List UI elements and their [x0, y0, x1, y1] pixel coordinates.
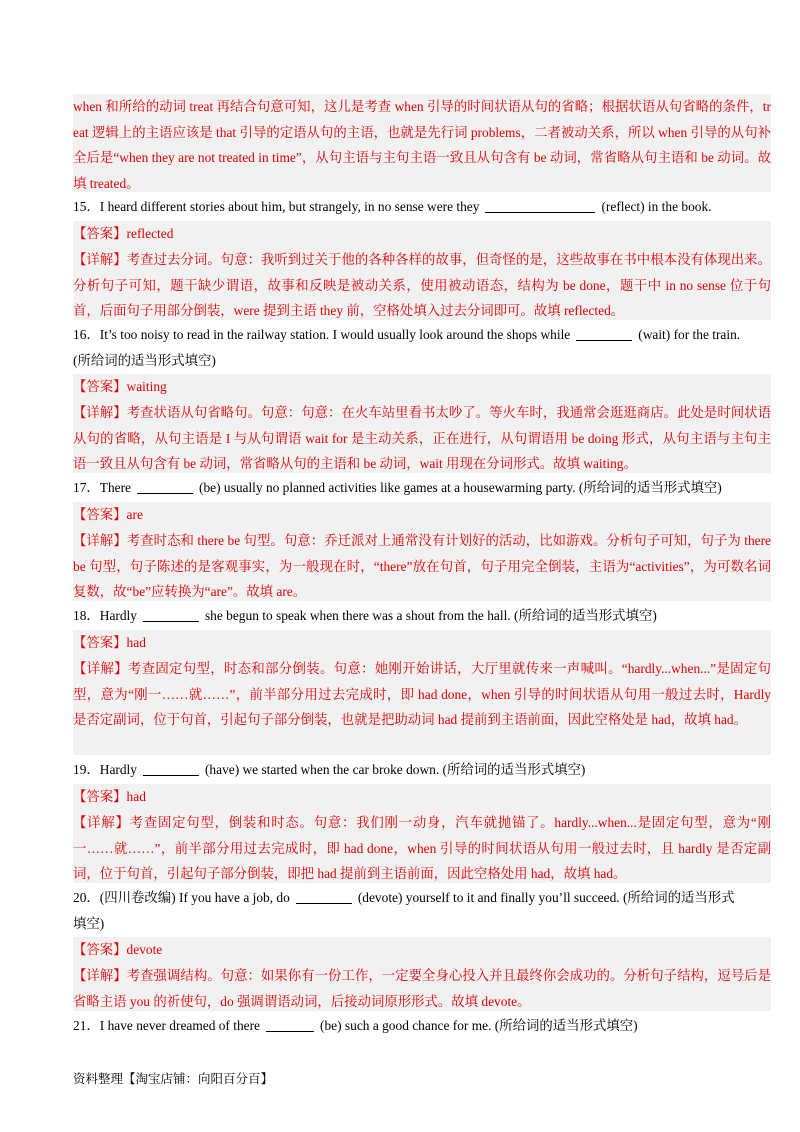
question-15: [73, 194, 771, 220]
answer-blank: [485, 198, 595, 213]
detail-text: 【详解】考查状语从句省略句。句意：句意：在火车站里看书太吵了。等火车时，我通常会逛逛商店。此处是时间状语从句的省略，从句主语是 I 与从句谓语 wait for 是主动关系，正在进行，从句谓语用 be doing 形式，从句主语与主句主语一致且从句含有 be 动词，常省略从句的主语和 be 动词，wait 用现在分词形式。故填 waiting。: [73, 405, 771, 472]
detail-text: 【详解】考查固定句型，倒装和时态。句意：我们刚一动身，汽车就抛锚了。hardly...when...是固定句型，意为“刚一……就……”，前半部分用过去完成时，即 had done，when 引导的时间状语从句用一般过去时，且 hardly 是否定副词，位于句首，引起句子部分倒装，即把 had 提前到主语前面，因此空格处用 had，故填 had。: [73, 815, 771, 882]
detail-text: 【详解】考查过去分词。句意：我听到过关于他的各种各样的故事，但奇怪的是，这些故事在书中根本没有体现出来。分析句子可知，题干缺少谓语，故事和反映是被动关系，使用被动语态，结构为 be done，题干中 in no sense 位于句首，后面句子用部分倒装，were 提到主语 they 前，空格处填入过去分词即可。故填 reflected。: [73, 252, 771, 319]
answer-text: 【答案】had: [73, 789, 146, 804]
answer-text: 【答案】had: [73, 635, 146, 650]
question-stem-rest: (reflect) in the book.: [601, 199, 712, 214]
answer-text: 【答案】reflected: [73, 226, 174, 241]
question-17: [73, 475, 771, 501]
answer-blank: [137, 479, 193, 494]
answer-block-20: [73, 937, 771, 963]
detail-block-17: [73, 528, 771, 601]
question-stem-rest: (devote) yourself to it and finally you’ll succeed. (所给词的适当形式: [357, 890, 735, 905]
answer-block-16: [73, 374, 771, 400]
question-18: [73, 603, 771, 629]
detail-block-16: [73, 400, 771, 473]
question-stem-rest: (be) usually no planned activities like games at a housewarming party. (所给词的适当形式填空): [199, 480, 722, 495]
answer-blank: [143, 607, 199, 622]
question-19: [73, 757, 771, 783]
question-stem: 20．(四川卷改编) If you have a job, do: [73, 890, 290, 905]
question-stem: 21．I have never dreamed of there: [73, 1018, 261, 1033]
answer-block-18: [73, 630, 771, 656]
answer-block-17: [73, 502, 771, 528]
detail-block-19: [73, 810, 771, 883]
answer-text: 【答案】devote: [73, 942, 163, 957]
answer-block-15: [73, 221, 771, 247]
answer-blank: [296, 889, 352, 904]
question-stem: 15．I heard different stories about him, but strangely, in no sense were they: [73, 199, 480, 214]
question-stem: 19．Hardly: [73, 762, 137, 777]
question-instruction: 填空): [73, 915, 105, 931]
detail-block-15: [73, 247, 771, 320]
question-stem: 17．There: [73, 480, 132, 495]
answer-blank: [143, 761, 199, 776]
answer-blank: [266, 1017, 314, 1032]
detail-block-14: [73, 94, 771, 192]
page-footer: 资料整理【淘宝店铺：向阳百分百】: [73, 1072, 274, 1086]
answer-text: 【答案】waiting: [73, 379, 167, 394]
question-stem-rest: (wait) for the train.: [638, 327, 741, 342]
detail-text: 【详解】考查固定句型，时态和部分倒装。句意：她刚开始讲话，大厅里就传来一声喊叫。“hardly...when...”是固定句型，意为“刚一……就……”，前半部分用过去完成时，即 had done，when 引导的时间状语从句用一般过去时，Hardly 是否定副词，位于句首，引起句子部分倒装，也就是把助动词 had 提前到主语前面，因此空格处是 had，故填 had。: [73, 661, 771, 728]
question-stem-rest: she begun to speak when there was a shout from the hall. (所给词的适当形式填空): [204, 608, 657, 623]
answer-block-19: [73, 784, 771, 810]
question-20: [73, 885, 771, 936]
question-stem: 16．It’s too noisy to read in the railway station. I would usually look around the shops while: [73, 327, 571, 342]
detail-text: when 和所给的动词 treat 再结合句意可知，这儿是考查 when 引导的时间状语从句的省略；根据状语从句省略的条件，treat 逻辑上的主语应该是 that 引导的定语从句的主语，也就是先行词 problems，二者被动关系，所以 when 引导的从句补全后是“when they are not treated in time”，从句主语与主句主语一致且从句含有 be 动词，常省略从句主语和 be 动词。故填 treated。: [73, 99, 771, 191]
detail-block-20: [73, 963, 771, 1011]
question-instruction: (所给词的适当形式填空): [73, 352, 216, 368]
question-stem: 18．Hardly: [73, 608, 137, 623]
detail-text: 【详解】考查强调结构。句意：如果你有一份工作，一定要全身心投入并且最终你会成功的。分析句子结构，逗号后是省略主语 you 的祈使句，do 强调谓语动词，后接动词原形形式。故填 devote。: [73, 968, 771, 1009]
question-stem-rest: (have) we started when the car broke down. (所给词的适当形式填空): [204, 762, 586, 777]
detail-text: 【详解】考查时态和 there be 句型。句意：乔迁派对上通常没有计划好的活动，比如游戏。分析句子可知，句子为 there be 句型，句子陈述的是客观事实，为一般现在时，“there”放在句首，句子用完全倒装，主语为“activities”，为可数名词复数，故“be”应转换为“are”。故填 are。: [73, 533, 771, 600]
question-16: [73, 322, 771, 373]
question-stem-rest: (be) such a good chance for me. (所给词的适当形式填空): [320, 1018, 638, 1033]
answer-text: 【答案】are: [73, 507, 143, 522]
question-21: [73, 1013, 771, 1039]
detail-block-18: [73, 656, 771, 755]
answer-blank: [576, 326, 632, 341]
